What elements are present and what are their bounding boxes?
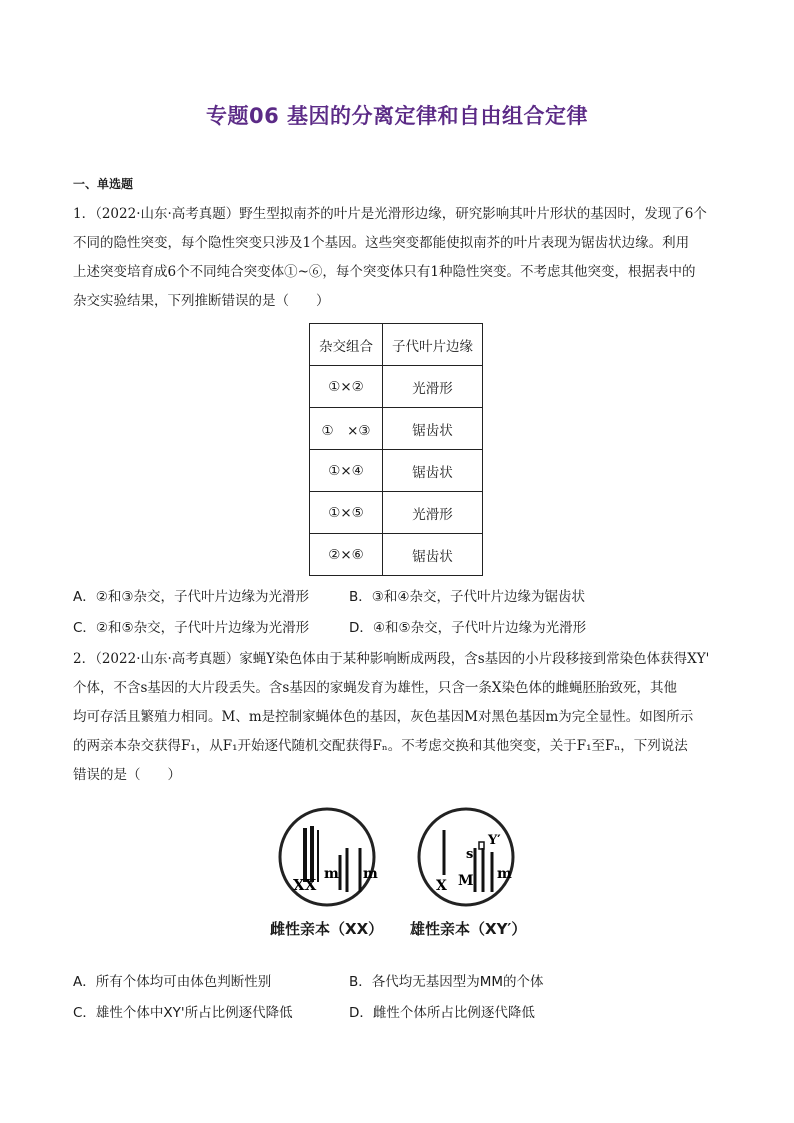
question-2-stem xyxy=(73,645,723,790)
q2-option-d[interactable]: D．雌性个体所占比例逐代降低 xyxy=(349,1005,535,1021)
question-1-line: 杂交实验结果，下列推断错误的是（ ） xyxy=(73,293,330,309)
table-row xyxy=(310,534,483,576)
question-2-line: 2．（2022·山东·高考真题）家蝇Y染色体由于某种影响断成两段，含s基因的小片段移接到常染色体获得XY' xyxy=(73,651,710,667)
table-cell: ②×⑥ xyxy=(310,534,383,576)
table-row xyxy=(310,492,483,534)
male-parent-caption: 雄性亲本（XY′） xyxy=(410,920,527,938)
question-2-line: 均可存活且繁殖力相同。M、m是控制家蝇体色的基因，灰色基因M对黑色基因m为完全显性。如图所示 xyxy=(73,709,694,725)
male-label-s: s xyxy=(466,847,474,862)
table-cell: 锯齿状 xyxy=(383,450,483,492)
cross-results-table xyxy=(309,323,483,576)
table-cell: ① ×③ xyxy=(310,408,383,450)
question-2-line: 的两亲本杂交获得F₁，从F₁开始逐代随机交配获得Fₙ。不考虑交换和其他突变，关于F₁至Fₙ，下列说法 xyxy=(73,738,688,754)
male-cell xyxy=(419,809,513,905)
table-cell: 光滑形 xyxy=(383,492,483,534)
question-1-line: 上述突变培育成6个不同纯合突变体①~⑥，每个突变体只有1种隐性突变。不考虑其他突变，根据表中的 xyxy=(73,264,696,280)
question-1-stem xyxy=(73,200,723,316)
table-header-cell: 子代叶片边缘 xyxy=(383,324,483,366)
q2-option-c[interactable]: C．雄性个体中XY'所占比例逐代降低 xyxy=(73,1005,293,1021)
section-heading: 一、单选题 xyxy=(73,177,134,191)
male-label-big-m: M xyxy=(458,873,474,889)
question-2-line: 个体，不含s基因的大片段丢失。含s基因的家蝇发育为雄性，只含一条X染色体的雌蝇胚胎致死，其他 xyxy=(73,680,677,696)
female-label-xx: XX xyxy=(293,876,317,894)
male-label-x: X xyxy=(436,878,447,894)
table-cell: ①×② xyxy=(310,366,383,408)
q1-option-a[interactable]: A．②和③杂交，子代叶片边缘为光滑形 xyxy=(73,589,309,605)
male-label-y-prime: Y′ xyxy=(488,833,501,848)
page-title: 专题06 基因的分离定律和自由组合定律 xyxy=(205,104,589,128)
q2-option-a[interactable]: A．所有个体均可由体色判断性别 xyxy=(73,974,272,990)
chromosome-figure xyxy=(270,800,550,910)
table-cell: ①×⑤ xyxy=(310,492,383,534)
q1-option-c[interactable]: C．②和⑤杂交，子代叶片边缘为光滑形 xyxy=(73,620,310,636)
table-cell: 光滑形 xyxy=(383,366,483,408)
q1-option-d[interactable]: D．④和⑤杂交，子代叶片边缘为光滑形 xyxy=(349,620,587,636)
table-header-row xyxy=(310,324,483,366)
table-cell: 锯齿状 xyxy=(383,408,483,450)
table-row xyxy=(310,450,483,492)
question-2-line: 错误的是（ ） xyxy=(73,767,181,783)
table-row xyxy=(310,408,483,450)
q1-option-b[interactable]: B．③和④杂交，子代叶片边缘为锯齿状 xyxy=(349,589,585,605)
table-cell: ①×④ xyxy=(310,450,383,492)
table-row xyxy=(310,366,483,408)
question-1-line: 1．（2022·山东·高考真题）野生型拟南芥的叶片是光滑形边缘，研究影响其叶片形状的基因时，发现了6个 xyxy=(73,206,707,222)
female-label-m2: m xyxy=(363,866,378,882)
q2-option-b[interactable]: B．各代均无基因型为MM的个体 xyxy=(349,974,544,990)
female-cell xyxy=(280,809,378,905)
question-1-line: 不同的隐性突变，每个隐性突变只涉及1个基因。这些突变都能使拟南芥的叶片表现为锯齿状边缘。利用 xyxy=(73,235,690,251)
female-label-m1: m xyxy=(324,866,339,882)
table-cell: 锯齿状 xyxy=(383,534,483,576)
female-parent-caption: 雌性亲本（XX） xyxy=(270,920,384,938)
male-label-m: m xyxy=(497,866,512,882)
table-header-cell: 杂交组合 xyxy=(310,324,383,366)
